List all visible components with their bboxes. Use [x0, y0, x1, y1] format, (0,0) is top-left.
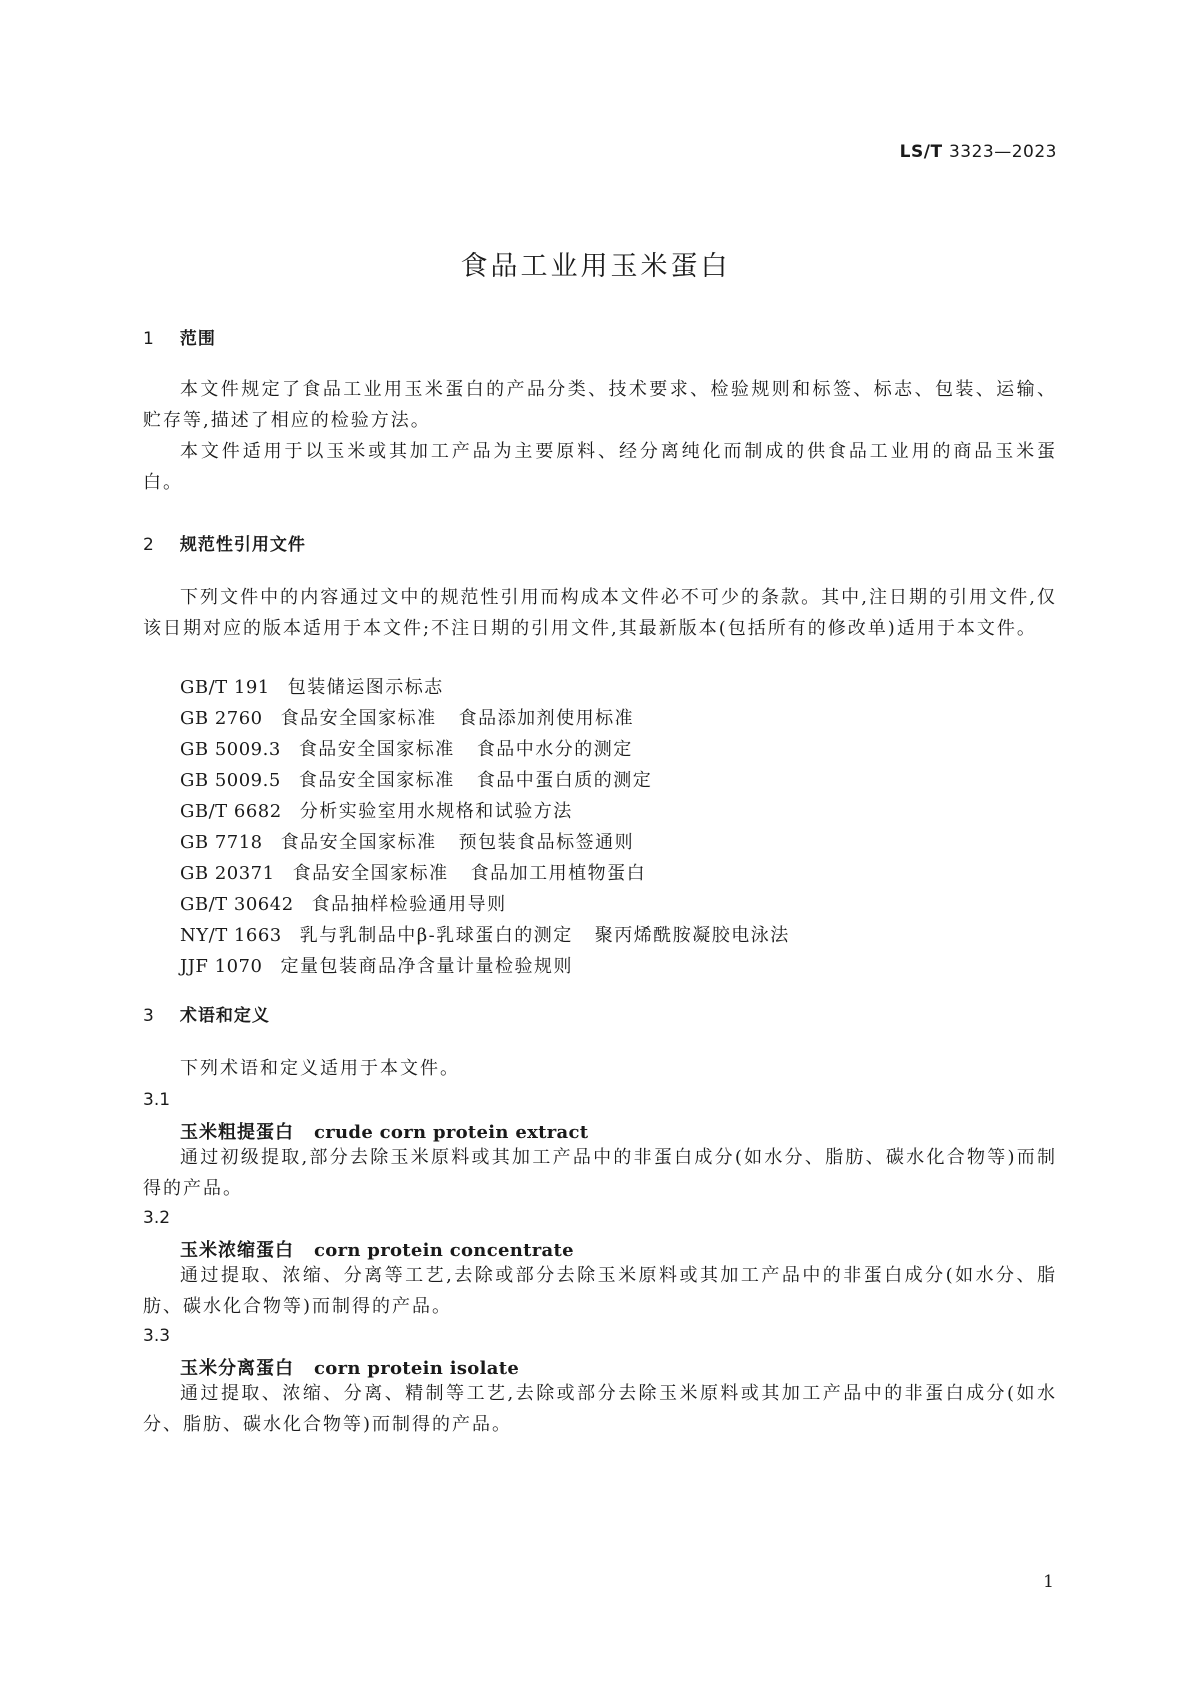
reference-code: JJF 1070 [180, 956, 263, 977]
term-definition: 通过提取、浓缩、分离、精制等工艺,去除或部分去除玉米原料或其加工产品中的非蛋白成分(如水分、脂肪、碳水化合物等)而制得的产品。 [143, 1383, 1057, 1435]
term-english: crude corn protein extract [314, 1122, 589, 1143]
term-number: 3.1 [143, 1090, 171, 1110]
reference-code: GB 2760 [180, 708, 263, 729]
reference-title: 食品安全国家标准 [280, 832, 437, 853]
term-heading [180, 1236, 574, 1262]
reference-item [180, 858, 790, 889]
reference-title: 食品安全国家标准 [298, 770, 455, 791]
reference-subtitle: 食品中水分的测定 [476, 739, 633, 760]
section-number: 2 [143, 535, 155, 555]
reference-item [180, 920, 790, 951]
reference-title: 分析实验室用水规格和试验方法 [299, 801, 573, 822]
reference-code: GB 20371 [180, 863, 275, 884]
section-heading-scope [143, 324, 216, 349]
reference-list [180, 672, 790, 982]
reference-subtitle: 食品加工用植物蛋白 [470, 863, 647, 884]
terms-intro-paragraph: 下列术语和定义适用于本文件。 [180, 1058, 460, 1079]
reference-item [180, 765, 790, 796]
scope-paragraph-2: 本文件适用于以玉米或其加工产品为主要原料、经分离纯化而制成的供食品工业用的商品玉米蛋白。 [143, 441, 1057, 493]
reference-title: 食品抽样检验通用导则 [311, 894, 507, 915]
reference-item [180, 951, 790, 982]
term-english: corn protein isolate [314, 1358, 520, 1379]
reference-item [180, 827, 790, 858]
standard-code-number: 3323—2023 [948, 142, 1057, 162]
reference-code: GB/T 30642 [180, 894, 294, 915]
section-title: 术语和定义 [179, 1006, 270, 1026]
reference-code: GB/T 6682 [180, 801, 282, 822]
term-heading [180, 1354, 519, 1380]
reference-title: 定量包装商品净含量计量检验规则 [280, 956, 573, 977]
reference-item [180, 889, 790, 920]
reference-item [180, 734, 790, 765]
term-chinese: 玉米分离蛋白 [180, 1358, 294, 1379]
reference-code: GB 7718 [180, 832, 263, 853]
term-definition: 通过初级提取,部分去除玉米原料或其加工产品中的非蛋白成分(如水分、脂肪、碳水化合物等)而制得的产品。 [143, 1147, 1057, 1199]
section-number: 1 [143, 329, 155, 349]
document-title: 食品工业用玉米蛋白 [460, 251, 731, 282]
scope-paragraph-1: 本文件规定了食品工业用玉米蛋白的产品分类、技术要求、检验规则和标签、标志、包装、运输、贮存等,描述了相应的检验方法。 [143, 379, 1057, 431]
term-english: corn protein concentrate [314, 1240, 574, 1261]
reference-item [180, 796, 790, 827]
section-number: 3 [143, 1006, 155, 1026]
term-number: 3.3 [143, 1326, 171, 1346]
section-heading-terms-definitions [143, 1001, 270, 1026]
reference-title: 包装储运图示标志 [287, 677, 444, 698]
reference-code: GB 5009.5 [180, 770, 281, 791]
reference-title: 食品安全国家标准 [280, 708, 437, 729]
reference-title: 乳与乳制品中β-乳球蛋白的测定 [299, 925, 573, 946]
term-number: 3.2 [143, 1208, 171, 1228]
section-title: 范围 [179, 329, 216, 349]
section-heading-normative-references [143, 530, 306, 555]
reference-title: 食品安全国家标准 [292, 863, 449, 884]
section-title: 规范性引用文件 [179, 535, 306, 555]
reference-title: 食品安全国家标准 [298, 739, 455, 760]
term-chinese: 玉米浓缩蛋白 [180, 1240, 294, 1261]
reference-code: GB/T 191 [180, 677, 270, 698]
page-number: 1 [1043, 1572, 1054, 1592]
reference-item [180, 703, 790, 734]
references-intro-paragraph: 下列文件中的内容通过文中的规范性引用而构成本文件必不可少的条款。其中,注日期的引用文件,仅该日期对应的版本适用于本文件;不注日期的引用文件,其最新版本(包括所有的修改单)适用于本文件。 [143, 587, 1057, 639]
term-heading [180, 1118, 588, 1144]
reference-subtitle: 食品添加剂使用标准 [458, 708, 635, 729]
reference-subtitle: 预包装食品标签通则 [458, 832, 635, 853]
term-definition: 通过提取、浓缩、分离等工艺,去除或部分去除玉米原料或其加工产品中的非蛋白成分(如水分、脂肪、碳水化合物等)而制得的产品。 [143, 1265, 1057, 1317]
term-chinese: 玉米粗提蛋白 [180, 1122, 294, 1143]
reference-subtitle: 食品中蛋白质的测定 [476, 770, 653, 791]
reference-code: NY/T 1663 [180, 925, 282, 946]
standard-code [900, 142, 1057, 162]
reference-code: GB 5009.3 [180, 739, 281, 760]
reference-subtitle: 聚丙烯酰胺凝胶电泳法 [594, 925, 790, 946]
standard-code-prefix: LS/T [899, 142, 943, 162]
reference-item [180, 672, 790, 703]
